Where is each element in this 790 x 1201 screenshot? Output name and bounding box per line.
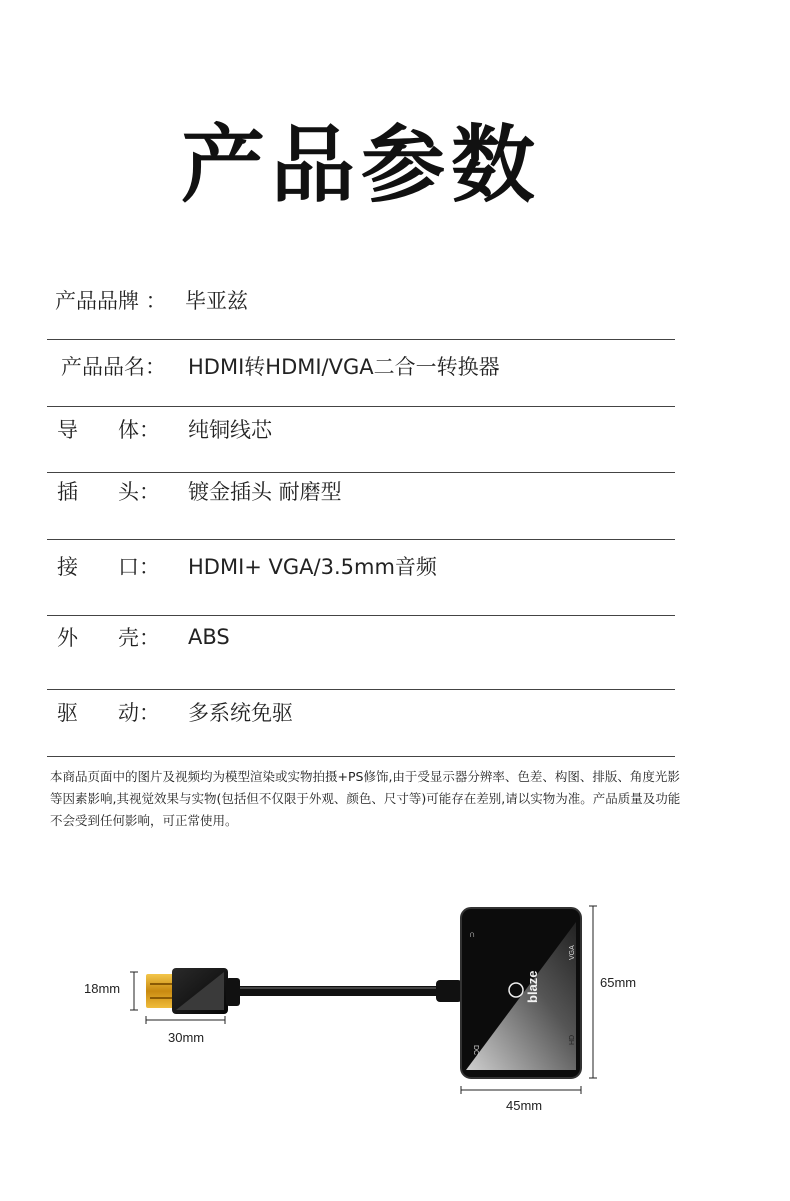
dimension-label: 18mm (84, 981, 121, 996)
port-label-hd: HD (569, 1034, 576, 1045)
adapter-box (461, 908, 581, 1078)
dimension-box-width (461, 1086, 581, 1113)
spec-value: 毕亚兹 (185, 289, 248, 313)
dimension-box-height (589, 906, 636, 1078)
divider (47, 472, 675, 473)
dimension-plug-length (146, 1016, 225, 1045)
hdmi-plug (146, 968, 240, 1014)
brand-logo: blaze (525, 970, 540, 1003)
spec-label: 产品品名： (61, 355, 166, 379)
dimension-label: 45mm (506, 1098, 543, 1113)
spec-label: 接 口： (57, 555, 161, 579)
spec-value: HDMI+ VGA/3.5mm音频 (188, 555, 437, 579)
spec-value: ABS (188, 625, 230, 649)
product-dimension-diagram (0, 880, 790, 1140)
spec-label: 驱 动： (57, 701, 161, 725)
divider (47, 539, 675, 540)
spec-value: 镀金插头 耐磨型 (188, 480, 342, 504)
dimension-label: 65mm (600, 975, 637, 990)
dimension-label: 30mm (168, 1030, 205, 1045)
divider (47, 756, 675, 757)
spec-value: HDMI转HDMI/VGA二合一转换器 (188, 355, 500, 379)
port-label-dc: DC (472, 1045, 479, 1056)
audio-icon: ∩ (469, 929, 476, 939)
page-title: 产品参数 (180, 116, 541, 214)
spec-label: 插 头： (57, 480, 161, 504)
spec-label: 产品品牌 ： (55, 289, 167, 313)
port-label-vga: VGA (569, 945, 576, 960)
spec-label: 导 体： (57, 418, 161, 442)
divider (47, 615, 675, 616)
dimension-plug-height (84, 972, 138, 1010)
spec-label: 外 壳： (57, 626, 161, 650)
spec-value: 纯铜线芯 (188, 418, 272, 442)
divider (47, 689, 675, 690)
disclaimer-text: 本商品页面中的图片及视频均为模型渲染或实物拍摄+PS修饰,由于受显示器分辨率、色差、构图、排版、角度光影等因素影响,其视觉效果与实物(包括但不仅限于外观、颜色、尺寸等)可能存在差别,请以实物为准。产品质量及功能不会受到任何影响，可正常使用。 (50, 769, 681, 828)
divider (47, 339, 675, 340)
divider (47, 406, 675, 407)
spec-value: 多系统免驱 (188, 701, 293, 725)
